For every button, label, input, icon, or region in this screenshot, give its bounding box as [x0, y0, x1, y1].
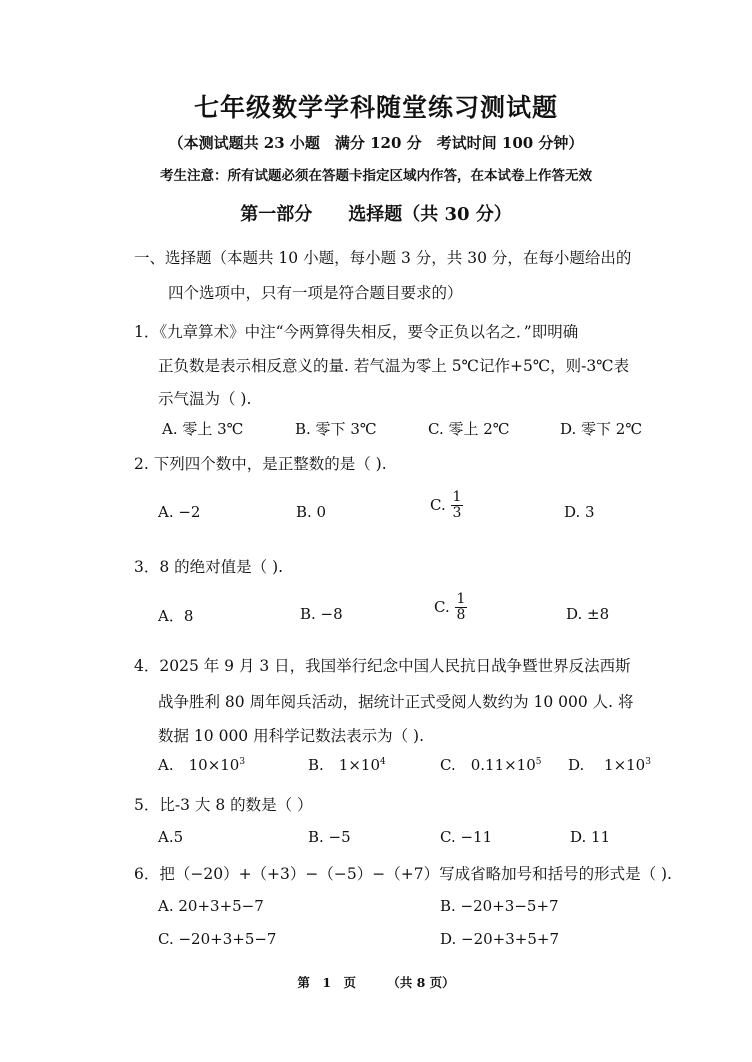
q4-line-1: 4．2025 年 9 月 3 日，我国举行纪念中国人民抗日战争暨世界反法西斯: [134, 657, 631, 675]
fraction-one-third: $\frac{1}{3}$: [452, 489, 462, 522]
q4-line-2: 战争胜利 80 周年阅兵活动，据统计正式受阅人数约为 10 000 人. 将: [158, 693, 634, 711]
exam-info: （本测试题共 23 小题 满分 120 分 考试时间 100 分钟）: [168, 134, 584, 152]
q4-line-3: 数据 10 000 用科学记数法表示为（ ).: [158, 727, 424, 745]
q1-option-c: C. 零上 2℃: [428, 420, 510, 438]
instructions-line-2: 四个选项中，只有一项是符合题目要求的）: [168, 284, 463, 302]
q6-option-d: D. −20+3+5+7: [440, 930, 560, 948]
q3-option-b: B. −8: [300, 605, 343, 623]
q4-option-b: B. $1\times 10^4$: [308, 756, 386, 774]
instructions-line-1: 一、选择题（本题共 10 小题，每小题 3 分，共 30 分，在每小题给出的: [134, 249, 632, 267]
q2-stem: 2. 下列四个数中，是正整数的是（ ).: [134, 455, 387, 473]
q5-option-a: A.5: [158, 828, 184, 846]
q6-option-a: A. 20+3+5−7: [158, 897, 264, 915]
q4-option-a: A. $10\times 10^3$: [158, 756, 246, 774]
q3-option-a: A．8: [158, 607, 194, 625]
q2-option-c-label: C.: [430, 495, 446, 514]
q2-option-c: [430, 490, 463, 522]
section-heading: 第一部分 选择题（共 30 分）: [240, 204, 512, 225]
page-title: 七年级数学学科随堂练习测试题: [193, 93, 558, 122]
q1-option-b: B. 零下 3℃: [295, 420, 377, 438]
exam-notice: 考生注意：所有试题必须在答题卡指定区域内作答，在本试卷上作答无效: [160, 168, 592, 184]
q3-option-d: D. ±8: [566, 605, 610, 623]
q2-option-a: A. −2: [158, 503, 201, 521]
q1-line-1: 1．《九章算术》中注“今两算得失相反，要令正负以名之．”即明确: [134, 323, 579, 341]
q3-option-c: [434, 592, 467, 624]
q5-stem: 5．比-3 大 8 的数是（ ）: [134, 796, 313, 814]
q1-line-3: 示气温为（ ).: [158, 390, 252, 408]
q1-option-a: A. 零上 3℃: [162, 420, 244, 438]
q2-option-d: D. 3: [564, 503, 595, 521]
q1-line-2: 正负数是表示相反意义的量. 若气温为零上 5℃记作+5℃，则-3℃表: [158, 357, 630, 375]
q5-option-c: C. −11: [440, 828, 493, 846]
q3-stem: 3．8 的绝对值是（ ).: [134, 558, 284, 576]
q5-option-b: B. −5: [308, 828, 351, 846]
q4-option-c: C. $0.11\times 10^5$: [440, 756, 542, 774]
q3-option-c-label: C.: [434, 597, 450, 616]
q5-option-d: D. 11: [570, 828, 611, 846]
q6-stem: 6．把（−20）+（+3）−（−5）−（+7）写成省略加号和括号的形式是（ ).: [134, 865, 672, 883]
q2-option-b: B. 0: [296, 503, 327, 521]
q6-option-c: C. −20+3+5−7: [158, 930, 277, 948]
q1-option-d: D. 零下 2℃: [560, 420, 643, 438]
q6-option-b: B. −20+3−5+7: [440, 897, 559, 915]
page-footer: 第 1 页 （共 8 页）: [297, 975, 455, 990]
fraction-one-eighth: $\frac{1}{8}$: [456, 591, 466, 624]
q4-option-d: D. $1\times 10^3$: [568, 756, 651, 774]
